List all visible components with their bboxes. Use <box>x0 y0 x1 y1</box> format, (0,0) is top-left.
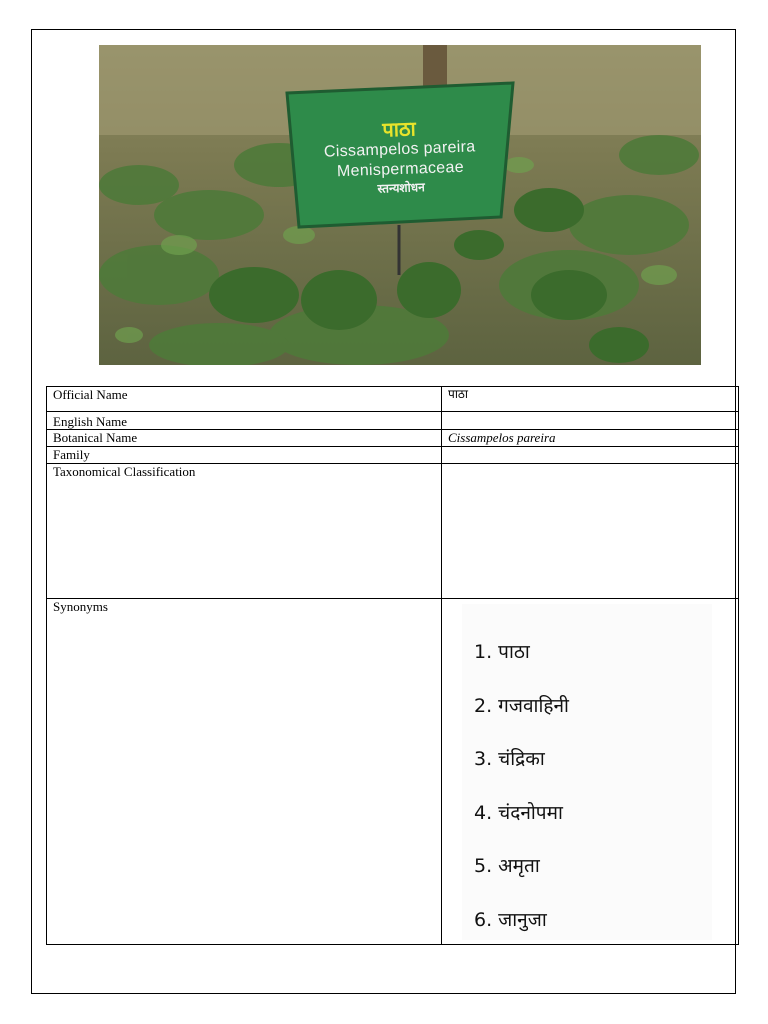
list-item: 5. अमृता <box>474 855 540 877</box>
table-row <box>47 412 739 430</box>
list-item: 1. पाठा <box>474 641 530 663</box>
table-row <box>47 447 739 464</box>
official-name-value: पाठा <box>442 387 739 412</box>
synonyms-label: Synonyms <box>47 599 442 945</box>
english-name-label: English Name <box>47 412 442 430</box>
table-row <box>47 464 739 599</box>
taxonomical-classification-value <box>442 464 739 599</box>
sign-property: स्तन्यशोधन <box>377 180 425 196</box>
list-item: 6. जानुजा <box>474 908 547 931</box>
sign-title: पाठा <box>381 116 417 142</box>
family-label: Family <box>47 447 442 464</box>
botanical-name-label: Botanical Name <box>47 430 442 447</box>
list-item: 4. चंदनोपमा <box>474 801 563 824</box>
plant-signboard <box>288 84 513 230</box>
table-row <box>47 387 739 412</box>
taxonomical-classification-label: Taxonomical Classification <box>47 464 442 599</box>
synonyms-list <box>474 638 569 959</box>
botanical-name-value: Cissampelos pareira <box>442 430 739 447</box>
official-name-label: Official Name <box>47 387 442 412</box>
family-value <box>442 447 739 464</box>
table-row <box>47 430 739 447</box>
sign-botanical-name: Cissampelos pareira <box>323 138 476 161</box>
sign-family-name: Menispermaceae <box>336 158 465 181</box>
list-item: 3. चंद्रिका <box>474 748 545 770</box>
list-item: 2. गजवाहिनी <box>474 694 569 717</box>
english-name-value <box>442 412 739 430</box>
